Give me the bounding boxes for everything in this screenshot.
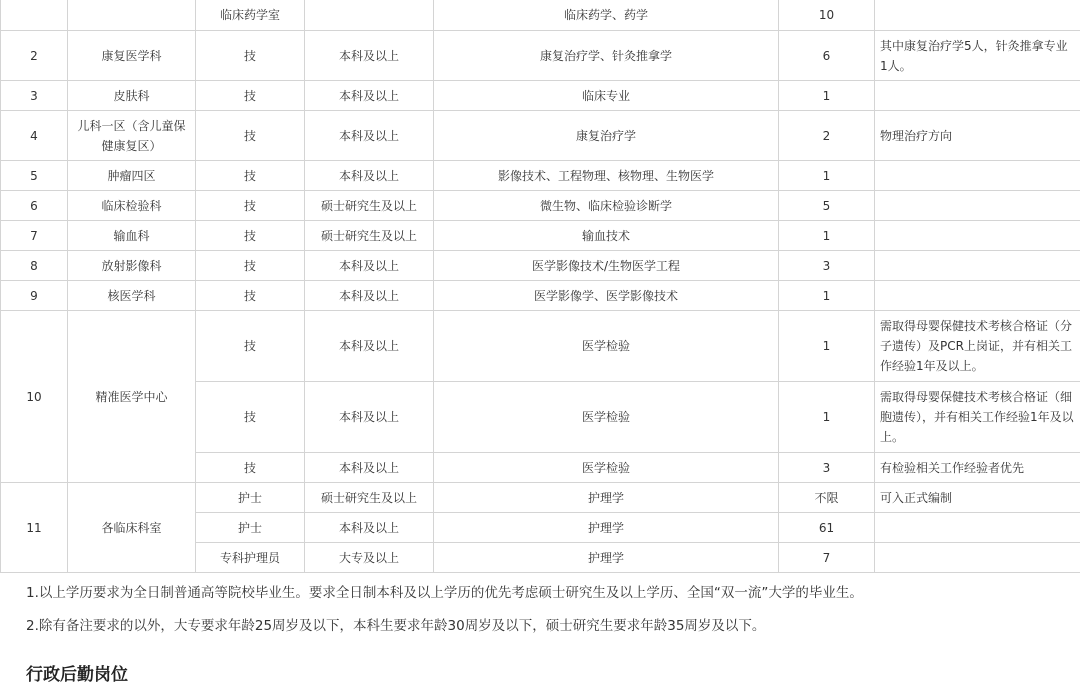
- cell-note: [875, 161, 1080, 191]
- cell-major: 康复治疗学: [434, 111, 779, 161]
- cell-edu: 本科及以上: [305, 311, 434, 382]
- table-row: [1, 111, 1080, 161]
- cell-edu: 大专及以上: [305, 543, 434, 573]
- cell-edu: 硕士研究生及以上: [305, 191, 434, 221]
- cell-edu: [305, 0, 434, 31]
- cell-count: 1: [779, 311, 875, 382]
- cell-type: 技: [196, 453, 305, 483]
- cell-count: 不限: [779, 483, 875, 513]
- cell-note: [875, 191, 1080, 221]
- cell-count: 3: [779, 251, 875, 281]
- cell-dept: 核医学科: [68, 281, 196, 311]
- cell-no: 4: [1, 111, 68, 161]
- cell-dept: 临床检验科: [68, 191, 196, 221]
- cell-count: 61: [779, 513, 875, 543]
- cell-dept: 输血科: [68, 221, 196, 251]
- cell-note: [875, 513, 1080, 543]
- cell-dept: 儿科一区（含儿童保健康复区）: [68, 111, 196, 161]
- cell-no: [1, 0, 68, 31]
- cell-count: 2: [779, 111, 875, 161]
- cell-type: 技: [196, 31, 305, 81]
- cell-major: 护理学: [434, 513, 779, 543]
- cell-no: 6: [1, 191, 68, 221]
- table-row: [1, 251, 1080, 281]
- cell-no: 11: [1, 483, 68, 573]
- cell-edu: 本科及以上: [305, 251, 434, 281]
- cell-no: 7: [1, 221, 68, 251]
- table-row: [1, 0, 1080, 31]
- cell-type: 专科护理员: [196, 543, 305, 573]
- cell-count: 1: [779, 221, 875, 251]
- cell-note: 需取得母婴保健技术考核合格证（细胞遗传），并有相关工作经验1年及以上。: [875, 382, 1080, 453]
- cell-type: 技: [196, 191, 305, 221]
- cell-dept: 各临床科室: [68, 483, 196, 573]
- cell-note: [875, 221, 1080, 251]
- cell-dept: 康复医学科: [68, 31, 196, 81]
- cell-type: 护士: [196, 483, 305, 513]
- cell-note: 可入正式编制: [875, 483, 1080, 513]
- cell-note: 有检验相关工作经验者优先: [875, 453, 1080, 483]
- cell-count: 1: [779, 161, 875, 191]
- cell-type: 技: [196, 281, 305, 311]
- cell-dept: 精准医学中心: [68, 311, 196, 483]
- table-row: [1, 81, 1080, 111]
- cell-major: 临床药学、药学: [434, 0, 779, 31]
- table-row: [1, 311, 1080, 382]
- cell-major: 护理学: [434, 543, 779, 573]
- cell-no: 9: [1, 281, 68, 311]
- cell-type: 技: [196, 221, 305, 251]
- cell-count: 5: [779, 191, 875, 221]
- cell-note: 其中康复治疗学5人，针灸推拿专业1人。: [875, 31, 1080, 81]
- cell-edu: 本科及以上: [305, 281, 434, 311]
- cell-edu: 本科及以上: [305, 81, 434, 111]
- cell-count: 1: [779, 81, 875, 111]
- cell-type: 技: [196, 81, 305, 111]
- section-title: 行政后勤岗位: [26, 665, 128, 685]
- cell-no: 10: [1, 311, 68, 483]
- cell-count: 3: [779, 453, 875, 483]
- cell-type: 技: [196, 161, 305, 191]
- cell-type: 技: [196, 111, 305, 161]
- cell-dept: 皮肤科: [68, 81, 196, 111]
- cell-dept: 放射影像科: [68, 251, 196, 281]
- cell-edu: 硕士研究生及以上: [305, 483, 434, 513]
- cell-count: 1: [779, 382, 875, 453]
- cell-major: 医学检验: [434, 311, 779, 382]
- table-row: [1, 483, 1080, 513]
- cell-edu: 本科及以上: [305, 31, 434, 81]
- cell-note: 物理治疗方向: [875, 111, 1080, 161]
- cell-type: 临床药学室: [196, 0, 305, 31]
- cell-major: 临床专业: [434, 81, 779, 111]
- cell-major: 微生物、临床检验诊断学: [434, 191, 779, 221]
- cell-note: [875, 81, 1080, 111]
- cell-count: 10: [779, 0, 875, 31]
- cell-edu: 本科及以上: [305, 161, 434, 191]
- cell-note: [875, 543, 1080, 573]
- cell-edu: 本科及以上: [305, 111, 434, 161]
- cell-count: 6: [779, 31, 875, 81]
- cell-major: 医学检验: [434, 382, 779, 453]
- cell-type: 护士: [196, 513, 305, 543]
- cell-type: 技: [196, 311, 305, 382]
- cell-dept: 肿瘤四区: [68, 161, 196, 191]
- cell-no: 2: [1, 31, 68, 81]
- cell-major: 影像技术、工程物理、核物理、生物医学: [434, 161, 779, 191]
- cell-edu: 硕士研究生及以上: [305, 221, 434, 251]
- cell-note: [875, 251, 1080, 281]
- cell-major: 医学影像技术/生物医学工程: [434, 251, 779, 281]
- footnote-age: 2.除有备注要求的以外，大专要求年龄25周岁及以下，本科生要求年龄30周岁及以下，硕士研究生要求年龄35周岁及以下。: [26, 618, 766, 634]
- footnote-education: 1.以上学历要求为全日制普通高等院校毕业生。要求全日制本科及以上学历的优先考虑硕士研究生及以上学历、全国“双一流”大学的毕业生。: [26, 585, 863, 601]
- cell-dept: [68, 0, 196, 31]
- cell-edu: 本科及以上: [305, 513, 434, 543]
- table-row: [1, 161, 1080, 191]
- cell-type: 技: [196, 382, 305, 453]
- cell-no: 5: [1, 161, 68, 191]
- cell-no: 3: [1, 81, 68, 111]
- cell-edu: 本科及以上: [305, 453, 434, 483]
- cell-count: 1: [779, 281, 875, 311]
- cell-major: 康复治疗学、针灸推拿学: [434, 31, 779, 81]
- cell-no: 8: [1, 251, 68, 281]
- table-row: [1, 281, 1080, 311]
- cell-major: 医学检验: [434, 453, 779, 483]
- cell-note: 需取得母婴保健技术考核合格证（分子遗传）及PCR上岗证，并有相关工作经验1年及以上。: [875, 311, 1080, 382]
- cell-note: [875, 0, 1080, 31]
- table-row: [1, 31, 1080, 81]
- cell-edu: 本科及以上: [305, 382, 434, 453]
- cell-major: 护理学: [434, 483, 779, 513]
- cell-major: 医学影像学、医学影像技术: [434, 281, 779, 311]
- table-row: [1, 191, 1080, 221]
- cell-note: [875, 281, 1080, 311]
- cell-type: 技: [196, 251, 305, 281]
- table-row: [1, 221, 1080, 251]
- cell-major: 输血技术: [434, 221, 779, 251]
- cell-count: 7: [779, 543, 875, 573]
